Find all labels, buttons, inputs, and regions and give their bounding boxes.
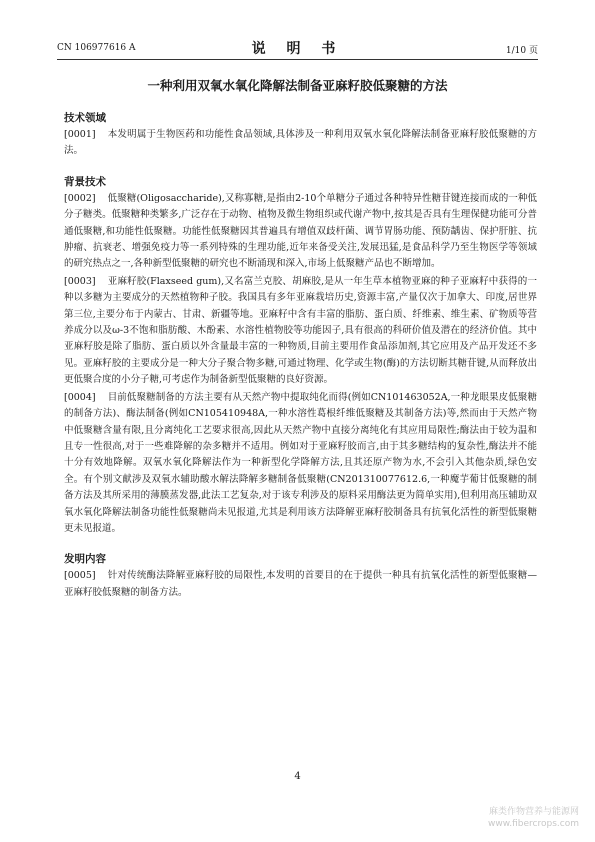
paragraph-id: [0004] (64, 391, 96, 403)
paragraph-id: [0005] (64, 570, 96, 582)
paragraph-text: 目前低聚糖制备的方法主要有从天然产物中提取纯化而得(例如CN101463052A,一种龙眼果皮低聚糖的制备方法)、酶法制备(例如CN105410948A,一种水溶性葛根纤维低聚糖及其制备方法)等,然而由于天然产物中低聚糖含量有限,且分离纯化工艺要求很高,因此从天然产物中直接分离纯化有其应用局限性;酶法由于较为温和且专一性很高,对于一些难降解的杂多糖并不适用。例如对于亚麻籽胶而言,由于其多糖结构的复杂性,酶法并不能十分有效地降解。双氧水氧化降解法作为一种新型化学降解方法,且其还原产物为水,不会引入其他杂质,绿色安全。有个别文献涉及双氧水辅助酸水解法降解多糖制备低聚糖(CN201310077612.6,一种魔芋葡甘低聚糖的制备方法及其所采用的薄膜蒸发器,此法工艺复杂,对于该专利涉及的原料采用酶法更为简单实用),但利用高压辅助双氧水氧化降解法制备功能性低聚糖尚未见报道,尤其是利用该方法降解亚麻籽胶制备具有抗氧化活性的新型低聚糖更未见报道。 (64, 391, 537, 534)
section-heading-background: 背景技术 (64, 175, 106, 188)
paragraph-text: 本发明属于生物医药和功能性食品领域,具体涉及一种利用双氧水氧化降解法制备亚麻籽胶低聚糖的方法。 (64, 129, 537, 157)
document-title: 一种利用双氧水氧化降解法制备亚麻籽胶低聚糖的方法 (147, 78, 448, 93)
patent-number: CN 106977616 A (57, 43, 136, 53)
watermark-url: www.fibercrops.com (488, 819, 579, 829)
paragraph-id: [0001] (64, 129, 96, 140)
paragraph-text: 低聚糖(Oligosaccharide),又称寡糖,是指由2-10个单糖分子通过各种特异性糖苷键连接而成的一种低分子糖类。低聚糖种类繁多,广泛存在于动物、植物及微生物组织或代谢产物中,按其是否具有生理保健功能可分普通低聚糖,和功能性低聚糖。功能性低聚糖因其普遍具有增值双歧杆菌、调节胃肠功能、预防龋齿、保护肝脏、抗肿瘤、抗衰老、增强免疫力等一系列特殊的生理功能,近年来备受关注,发展迅猛,是食品科学乃至生物医学等领域的研究热点之一,各种新型低聚糖的研究也不断涌现和深入,市场上低聚糖产品也不断增加。 (64, 192, 537, 270)
paragraph-id: [0002] (64, 192, 96, 204)
document-body (64, 110, 537, 601)
section-heading-summary: 发明内容 (64, 553, 106, 566)
paragraph-0002 (64, 191, 537, 273)
paragraph-0001 (64, 127, 537, 160)
watermark-site-name: 麻类作物营养与能源网 (488, 807, 579, 817)
section-heading-technical-field: 技术领域 (64, 112, 106, 124)
page-number: 4 (294, 771, 301, 782)
paragraph-0005 (64, 568, 537, 601)
header-divider (57, 59, 538, 60)
paragraph-id: [0003] (64, 275, 96, 287)
paragraph-text: 针对传统酶法降解亚麻籽胶的局限性,本发明的首要目的在于提供一种具有抗氧化活性的新型低聚糖—亚麻籽胶低聚糖的制备方法。 (64, 570, 537, 598)
watermark (488, 806, 579, 830)
paragraph-0003 (64, 274, 537, 389)
page-header (57, 38, 538, 60)
page-indicator: 1/10 页 (505, 46, 538, 56)
document-type: 说 明 书 (251, 41, 344, 57)
paragraph-0004 (64, 390, 537, 538)
paragraph-text: 亚麻籽胶(Flaxseed gum),又名富兰克胶、胡麻胶,是从一年生草本植物亚麻的种子亚麻籽中获得的一种以多糖为主要成分的天然植物种子胶。我国具有多年亚麻栽培历史,资源丰富,产量仅次于加拿大、印度,居世界第三位,主要分布于内蒙古、甘肃、新疆等地。亚麻籽中含有丰富的脂肪、蛋白质、纤维素、维生素、矿物质等营养成分以及ω-3不饱和脂肪酸、木酚素、水溶性植物胶等功能因子,具有很高的科研价值及潜在的经济价值。其中亚麻籽胶是除了脂肪、蛋白质以外含量最丰富的一种物质,目前主要用作食品添加剂,其它应用及产品开发还不多见。亚麻籽胶的主要成分是一种大分子聚合物多糖,可通过物理、化学或生物(酶)的方法切断其糖苷键,从而释放出更低聚合度的小分子糖,可考虑作为制备新型低聚糖的良好资源。 (64, 275, 537, 386)
